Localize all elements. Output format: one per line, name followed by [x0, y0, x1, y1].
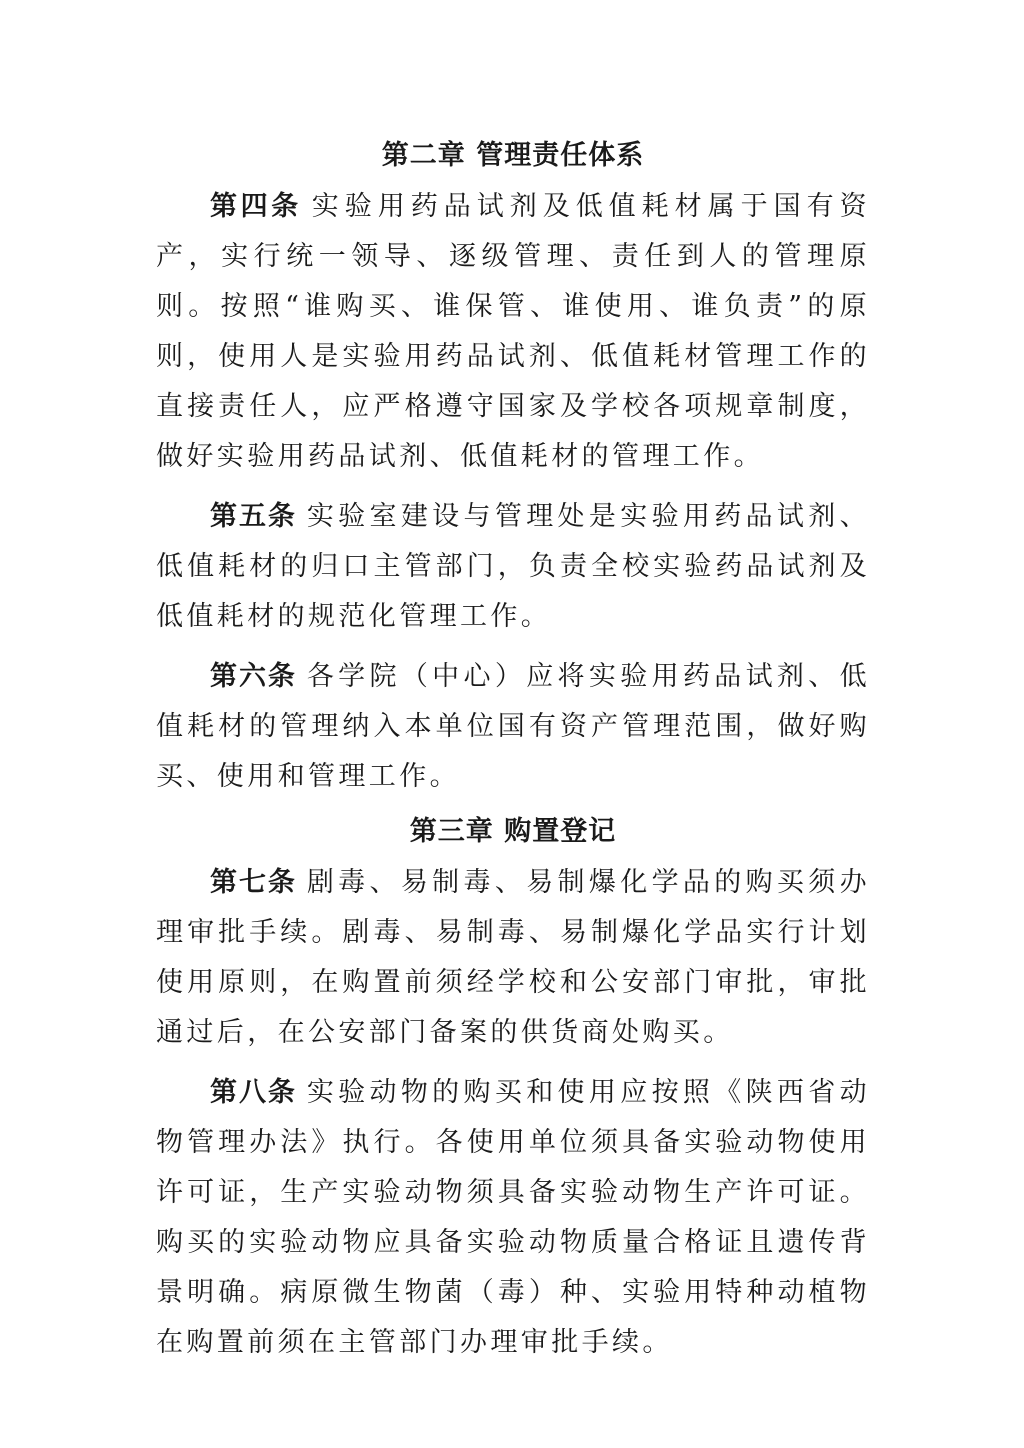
article-4-label: 第四条 [210, 191, 302, 222]
article-4-text: 实验用药品试剂及低值耗材属于国有资产，实行统一领导、逐级管理、责任到人的管理原则。按照“谁购买、谁保管、谁使用、谁负责”的原则，使用人是实验用药品试剂、低值耗材管理工作的直接责任人，应严格遵守国家及学校各项规章制度，做好实验用药品试剂、低值耗材的管理工作。 [156, 191, 871, 472]
article-8-text: 实验动物的购买和使用应按照《陕西省动物管理办法》执行。各使用单位须具备实验动物使用许可证，生产实验动物须具备实验动物生产许可证。购买的实验动物应具备实验动物质量合格证且遗传背景明确。病原微生物菌（毒）种、实验用特种动植物在购置前须在主管部门办理审批手续。 [156, 1077, 871, 1358]
article-6 [156, 652, 870, 802]
article-8 [156, 1068, 870, 1368]
chapter-2-heading: 第二章 管理责任体系 [381, 140, 645, 171]
article-4 [156, 182, 870, 482]
article-7-label: 第七条 [210, 867, 297, 898]
article-6-text: 各学院（中心）应将实验用药品试剂、低值耗材的管理纳入本单位国有资产管理范围，做好购买、使用和管理工作。 [156, 661, 871, 792]
chapter-3-heading: 第三章 购置登记 [409, 816, 617, 847]
article-7 [156, 858, 870, 1058]
article-5 [156, 492, 870, 642]
article-6-label: 第六条 [210, 661, 297, 692]
article-7-text: 剧毒、易制毒、易制爆化学品的购买须办理审批手续。剧毒、易制毒、易制爆化学品实行计划使用原则，在购置前须经学校和公安部门审批，审批通过后，在公安部门备案的供货商处购买。 [156, 867, 871, 1048]
article-5-label: 第五条 [210, 501, 297, 532]
article-8-label: 第八条 [210, 1077, 297, 1108]
article-5-text: 实验室建设与管理处是实验用药品试剂、低值耗材的归口主管部门，负责全校实验药品试剂及低值耗材的规范化管理工作。 [156, 501, 871, 632]
document-page [156, 136, 870, 1378]
